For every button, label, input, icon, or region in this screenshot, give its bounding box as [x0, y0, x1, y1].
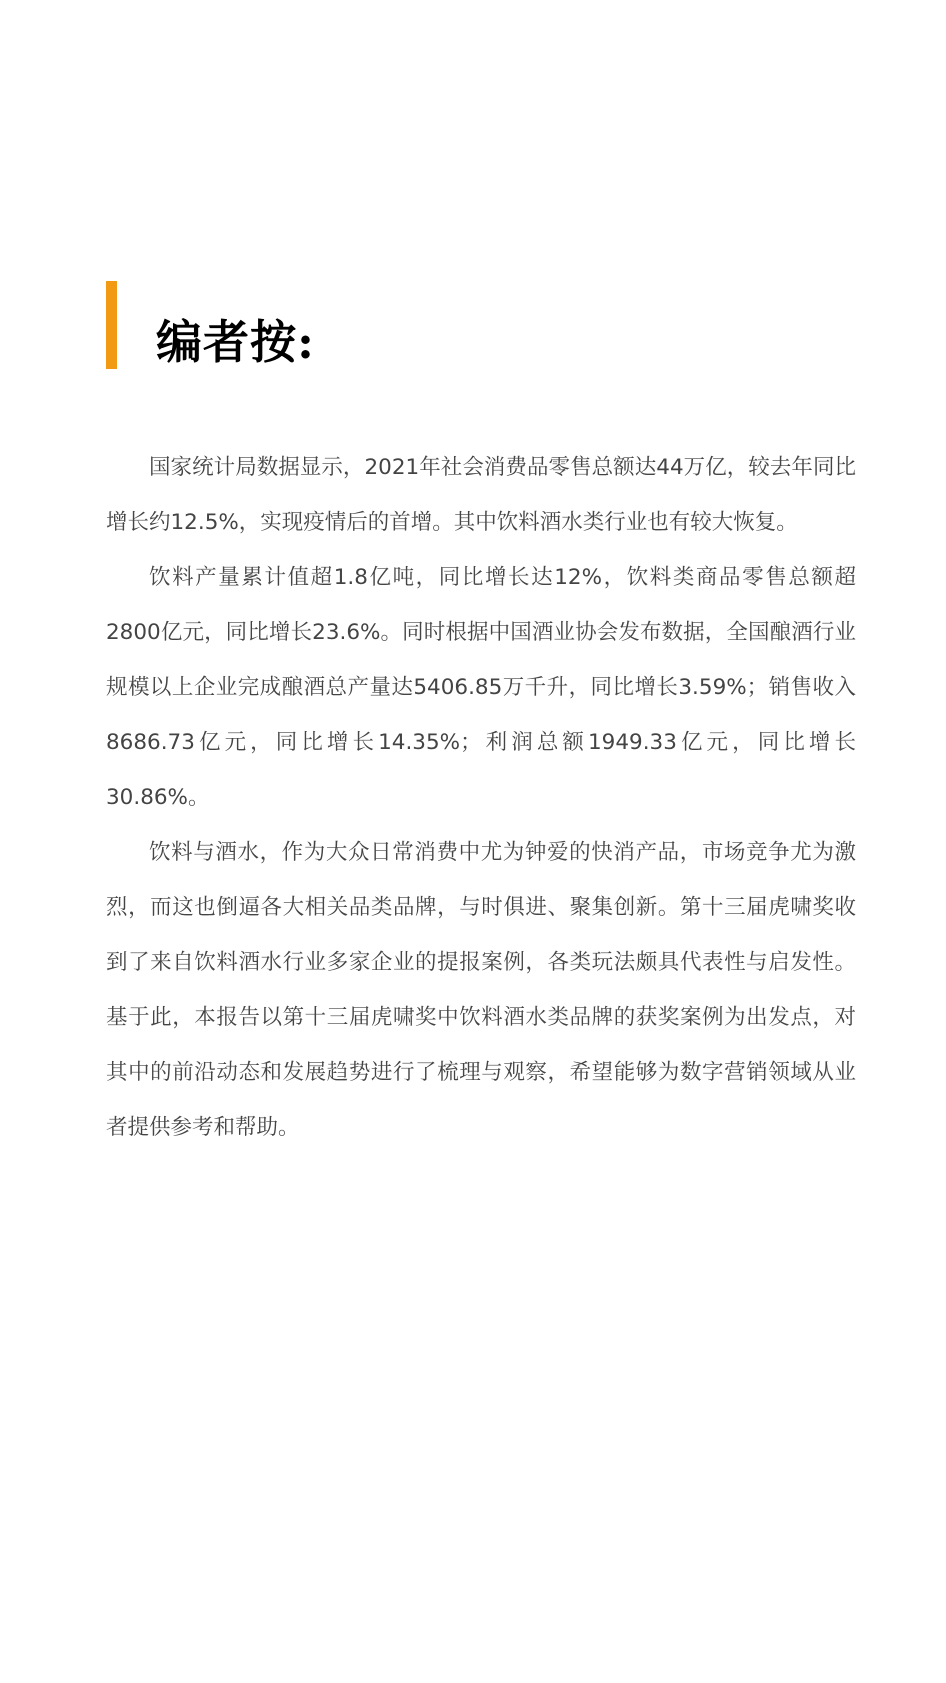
- paragraph-beverage-liquor-data: 饮料产量累计值超1.8亿吨，同比增长达12%，饮料类商品零售总额超2800亿元，同比增长23.6%。同时根据中国酒业协会发布数据，全国酿酒行业规模以上企业完成酿酒总产量达5406.85万千升，同比增长3.59%；销售收入8686.73亿元，同比增长14.35%；利润总额1949.33亿元，同比增长30.86%。: [106, 565, 856, 810]
- heading-accent-bar: [106, 281, 117, 369]
- editor-note-heading: 编者按:: [156, 315, 315, 369]
- editor-note-body: [106, 440, 856, 1155]
- paragraph-report-purpose: 饮料与酒水，作为大众日常消费中尤为钟爱的快消产品，市场竞争尤为激烈，而这也倒逼各大相关品类品牌，与时俱进、聚集创新。第十三届虎啸奖收到了来自饮料酒水行业多家企业的提报案例，各类玩法颇具代表性与启发性。基于此，本报告以第十三届虎啸奖中饮料酒水类品牌的获奖案例为出发点，对其中的前沿动态和发展趋势进行了梳理与观察，希望能够为数字营销领域从业者提供参考和帮助。: [106, 840, 856, 1140]
- paragraph-consumer-retail: 国家统计局数据显示，2021年社会消费品零售总额达44万亿，较去年同比增长约12.5%，实现疫情后的首增。其中饮料酒水类行业也有较大恢复。: [106, 455, 856, 535]
